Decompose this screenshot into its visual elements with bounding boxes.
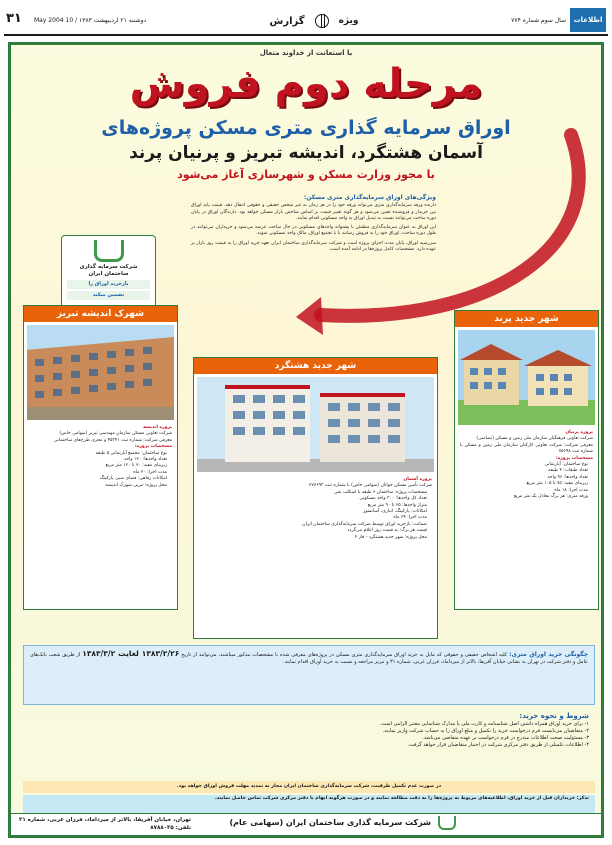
company-logo-icon [438, 816, 456, 830]
project-parand [454, 310, 599, 610]
project-subtitle: پروژه پرنیان [565, 430, 593, 435]
company-logo-icon [94, 240, 124, 262]
project-line: زیربنای مفید: ۷۰ تا ۱۲۰ متر مربع [105, 463, 167, 469]
address-line: تهران، خیابان آفریقا، بالاتر از میرداماد، فرزان غربی، شماره ۳۱ [19, 817, 192, 823]
project-line: شرکت تعاونی مسکن سازمان مهندسی تبریز (سهامی خاص) [59, 431, 172, 437]
project-body [455, 428, 598, 502]
intro-paragraph: این اوراق به عنوان سرمایه‌گذاری مطمئن با پشتوانه واحدهای مسکونی در حال ساخت عرضه می‌شود و خریداران می‌توانند در طول دوره ساخت، اوراق خود را به فروش رسانند یا با تجمیع اوراق، مالک واحد مسکونی شوند. [191, 225, 436, 237]
purchase-info-text-2: از طریق شعب بانک‌های عامل و دفتر شرکت در تهران به نشانی خیابان آفریقا، بالاتر از میرداماد، فرزان غربی، شماره ۳۱ و تبریز مراجعه و نسبت به خرید اوراق اقدام نمایند. [30, 652, 588, 665]
project-line: امکانات رفاهی: فضای سبز، پارکینگ [99, 476, 167, 482]
project-line: تعداد کل واحدها: ۳۰۰ واحد مسکونی [359, 496, 427, 502]
project-line: مدت اجرا: ۲۰ ماه [133, 469, 167, 475]
company-badge [61, 235, 156, 315]
ad-footer [11, 813, 601, 835]
intro-title: ویژگی‌های اوراق سرمایه‌گذاری متری مسکن: [303, 194, 436, 201]
project-line: ضمانت: بازخرید اوراق توسط شرکت سرمایه‌گذاری ساختمان ایران [302, 521, 427, 527]
project-photo [27, 325, 174, 420]
notice-bar: در صورت عدم تکمیل ظرفیت، شرکت سرمایه‌گذاری ساختمان ایران مجاز به تمدید مهلت فروش اوراق خواهد بود. [23, 781, 595, 793]
project-line: معرفی شرکت: شماره ثبت ۴۵۳۴۱ و مجری طرح‌های ساختمانی [53, 437, 172, 443]
terms-item: ۲- متقاضیان می‌بایست فرم درخواست خرید را تکمیل و مبلغ اوراق را به حساب شرکت واریز نمایند. [382, 728, 589, 734]
terms-item: ۳- مسئولیت صحت اطلاعات مندرج در فرم درخواست بر عهده متقاضی می‌باشد. [422, 735, 589, 741]
project-line: مدت اجرا: ۲۴ ماه [393, 515, 427, 521]
terms-item: ۴- اطلاعات تکمیلی از طریق دفتر مرکزی شرکت در اختیار متقاضیان قرار خواهد گرفت. [407, 742, 589, 748]
project-line: محل پروژه: تبریز، شهرک اندیشه [105, 482, 167, 488]
project-line: شرکت تأمین مسکن جوانان (سهامی خاص) با شماره ثبت ۲۷۷۶۹۳ [308, 483, 432, 489]
section-title [249, 11, 379, 31]
project-line: مشخصات پروژه: [555, 455, 593, 461]
purchase-info-text: کلیه اشخاص حقیقی و حقوقی که مایل به خرید اوراق سرمایه‌گذاری متری مسکن در پروژه‌های معرفی شده با مشخصات مذکور میباشند، می‌توانند از تاریخ [181, 652, 508, 658]
project-line: ورقه متری: هر برگ معادل یک متر مربع [513, 494, 588, 500]
intro-paragraph: دارنده ورقه سرمایه‌گذاری متری می‌تواند ورقه خود را در هر زمان به غیر شخص حقیقی و حقوقی انتقال دهد. قیمت پایه اوراق بین خریدار و فروشنده تعیین می‌شود و هر گونه تغییر قیمت بر اساس شاخص بازار مسکن خواهد بود. دارندگان اوراق در پایان دوره ساخت می‌توانند نسبت به تبدیل اوراق به واحد مسکونی اقدام نمایند. [191, 203, 436, 221]
section-main: گزارش [269, 15, 305, 27]
purchase-terms [23, 710, 595, 778]
phone-line: تلفن: ۸۷۸۸۰۳۵ [150, 825, 192, 831]
badge-line: تضمین میکند [67, 291, 150, 300]
project-line: متراژ واحدها: ۶۵ تا ۹۰ متر مربع [367, 502, 427, 508]
project-line: تعداد واحدها: ۹۶ واحد [547, 474, 588, 480]
ad-subtitle-1: اوراق سرمایه گذاری متری مسکن پروژه‌های [101, 117, 511, 139]
project-subtitle: پروژه آسمان [403, 477, 432, 482]
newspaper-header [4, 6, 608, 36]
project-body [194, 475, 437, 543]
purchase-info [23, 645, 595, 705]
ad-subtitle-2: آسمان هشتگرد، اندیشه تبریز و پرنیان پرند [129, 143, 483, 163]
project-line: شرکت تعاونی فرهنگیان سازمان ملی زمین و مسکن (تضامنی) [476, 436, 593, 442]
project-line: قیمت هر برگ: به قیمت روز اعلام می‌گردد [347, 528, 427, 534]
project-body [24, 423, 177, 491]
project-line: محل پروژه: شهر جدید هشتگرد - فاز ۲ [354, 534, 427, 540]
project-line: تعداد طبقات: ۴ طبقه [548, 468, 588, 474]
building-illustration [197, 377, 434, 472]
project-title: شهر جدید هشتگرد [194, 358, 437, 374]
company-name: شرکت سرمایه گذاری ساختمان ایران (سهامی عام) [229, 818, 431, 827]
ad-subtitle-3: با مجوز وزارت مسکن و شهرسازی آغاز می‌شود [177, 168, 435, 181]
building-illustration [27, 325, 174, 420]
project-line: امکانات: پارکینگ، انباری، آسانسور [363, 509, 427, 515]
ad-headline: مرحله دوم فروش [129, 61, 483, 107]
project-line: نوع ساختمان: آپارتمانی [544, 462, 588, 468]
project-subtitle: پروژه اندیشه [143, 425, 172, 430]
project-title: شهرک اندیشه تبریز [24, 306, 177, 322]
project-hashtgerd [193, 357, 438, 639]
badge-line: ساختمان ایران [88, 271, 129, 277]
issue-number: سال سوم شماره ۷۷۴ [511, 17, 566, 24]
issue-date: دوشنبه ۲۱ اردیبهشت ۱۳۸۳ / 10 May 2004 [34, 17, 147, 24]
building-illustration [458, 330, 595, 425]
badge-line: شرکت سرمایه گذاری [79, 264, 138, 270]
project-line: نوع ساختمان: مجتمع آپارتمانی ۵ طبقه [95, 450, 167, 456]
project-line: معرفی شرکت: شرکت تعاونی کارکنان سازمان ملی زمین و مسکن با شماره ثبت ۷۵۶۹۸ [460, 442, 593, 455]
page-number: ۳۱ [6, 11, 22, 26]
globe-icon [315, 14, 329, 28]
advertisement [8, 42, 604, 838]
project-photo [458, 330, 595, 425]
project-photo [197, 377, 434, 472]
purchase-date-range: ۱۳۸۳/۲/۲۶ لغایت ۱۳۸۳/۳/۲ [82, 649, 180, 658]
project-line: مشخصات پروژه: [134, 444, 172, 450]
project-line: تعداد واحدها: ۱۲۰ واحد [124, 457, 167, 463]
project-line: مدت اجرا: ۱۸ ماه [554, 487, 588, 493]
project-line: مشخصات پروژه: ساختمان ۶ طبقه با اسکلت بتنی [333, 489, 427, 495]
project-title: شهر جدید پرند [455, 311, 598, 327]
terms-item: ۱- برای خرید اوراق همراه داشتن اصل شناسنامه و کارت ملی یا مدارک شناسایی معتبر الزامی است. [379, 721, 589, 727]
project-tabriz [23, 305, 178, 610]
terms-title: شروط و نحوه خرید: [519, 712, 589, 720]
purchase-info-title: چگونگی خرید اوراق متری: [509, 651, 589, 658]
newspaper-logo: اطلاعات [570, 8, 606, 32]
badge-line: بازخرید اوراق را [67, 280, 150, 289]
intro-paragraph: سررسید اوراق، پایان مدت اجرای پروژه است و شرکت سرمایه‌گذاری ساختمان ایران تعهد خرید اوراق را به قیمت روز بازار بر عهده دارد. مشخصات کامل پروژه‌ها در ادامه آمده است. [191, 240, 436, 253]
bismillah: با استعانت از خداوند متعال [259, 49, 353, 57]
reminder-bar: تذکر: خریداران قبل از خرید اوراق، اطلاعیه‌های مربوط به پروژه‌ها را به دقت مطالعه نمایند و در صورت هرگونه ابهام با دفتر مرکزی شرکت تماس حاصل نمایند. [23, 795, 595, 815]
company-address [19, 816, 191, 832]
project-line: زیربنای مفید: ۷۵ تا ۱۰۵ متر مربع [526, 481, 588, 487]
section-sub: ویژه [338, 16, 359, 26]
